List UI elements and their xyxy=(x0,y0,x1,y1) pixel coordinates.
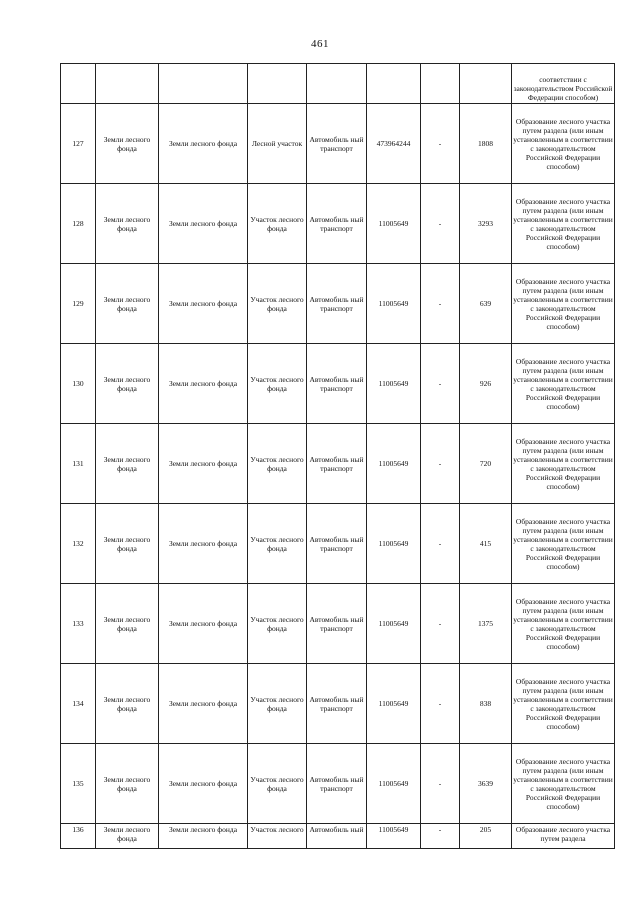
plot-kind: Участок лесного фонда xyxy=(248,264,307,344)
cadastral-number: 473964244 xyxy=(367,104,421,184)
table-body xyxy=(61,64,615,849)
formation-method: Образование лесного участка путем раздела (или иным установленным в соответствии с законодательством Российской Федерации способом) xyxy=(512,424,615,504)
table-row xyxy=(61,344,615,424)
table-row xyxy=(61,184,615,264)
area-value: 1808 xyxy=(460,104,512,184)
land-category: Земли лесного фонда xyxy=(96,104,159,184)
cadastral-number: 11005649 xyxy=(367,424,421,504)
land-purpose: Земли лесного фонда xyxy=(159,344,248,424)
area-value: 639 xyxy=(460,264,512,344)
plot-kind: Участок лесного фонда xyxy=(248,424,307,504)
area-value: 205 xyxy=(460,824,512,849)
land-purpose: Земли лесного фонда xyxy=(159,104,248,184)
land-purpose: Земли лесного фонда xyxy=(159,264,248,344)
transport-type: Автомобиль ный транспорт xyxy=(307,184,367,264)
cadastral-number: 11005649 xyxy=(367,344,421,424)
dash-cell: - xyxy=(421,744,460,824)
land-purpose xyxy=(159,64,248,104)
formation-method: Образование лесного участка путем раздела (или иным установленным в соответствии с законодательством Российской Федерации способом) xyxy=(512,104,615,184)
land-purpose: Земли лесного фонда xyxy=(159,584,248,664)
transport-type: Автомобиль ный транспорт xyxy=(307,664,367,744)
dash-cell: - xyxy=(421,824,460,849)
row-number: 133 xyxy=(61,584,96,664)
area-value: 415 xyxy=(460,504,512,584)
page-number: 461 xyxy=(311,38,329,50)
row-number: 130 xyxy=(61,344,96,424)
transport-type: Автомобиль ный транспорт xyxy=(307,424,367,504)
row-number: 131 xyxy=(61,424,96,504)
transport-type: Автомобиль ный транспорт xyxy=(307,104,367,184)
formation-method: Образование лесного участка путем раздела (или иным установленным в соответствии с законодательством Российской Федерации способом) xyxy=(512,184,615,264)
cadastral-number: 11005649 xyxy=(367,184,421,264)
cadastral-number: 11005649 xyxy=(367,664,421,744)
transport-type: Автомобиль ный xyxy=(307,824,367,849)
dash-cell: - xyxy=(421,264,460,344)
area-value xyxy=(460,64,512,104)
table-row xyxy=(61,264,615,344)
row-number: 128 xyxy=(61,184,96,264)
area-value: 1375 xyxy=(460,584,512,664)
land-plots-table xyxy=(60,63,615,849)
land-category: Земли лесного фонда xyxy=(96,664,159,744)
dash-cell: - xyxy=(421,184,460,264)
land-purpose: Земли лесного фонда xyxy=(159,504,248,584)
formation-method: Образование лесного участка путем раздела (или иным установленным в соответствии с законодательством Российской Федерации способом) xyxy=(512,264,615,344)
plot-kind: Участок лесного фонда xyxy=(248,584,307,664)
transport-type: Автомобиль ный транспорт xyxy=(307,264,367,344)
dash-cell: - xyxy=(421,424,460,504)
row-number: 132 xyxy=(61,504,96,584)
row-number: 129 xyxy=(61,264,96,344)
area-value: 838 xyxy=(460,664,512,744)
table-row xyxy=(61,664,615,744)
table-row xyxy=(61,424,615,504)
plot-kind: Участок лесного xyxy=(248,824,307,849)
transport-type: Автомобиль ный транспорт xyxy=(307,504,367,584)
land-category: Земли лесного фонда xyxy=(96,264,159,344)
plot-kind: Участок лесного фонда xyxy=(248,504,307,584)
table-row-continued xyxy=(61,64,615,104)
dash-cell: - xyxy=(421,344,460,424)
land-category xyxy=(96,64,159,104)
plot-kind: Участок лесного фонда xyxy=(248,184,307,264)
land-category: Земли лесного фонда xyxy=(96,344,159,424)
dash-cell: - xyxy=(421,104,460,184)
row-number: 136 xyxy=(61,824,96,849)
formation-method: соответствии с законодательством Российской Федерации способом) xyxy=(512,64,615,104)
area-value: 3639 xyxy=(460,744,512,824)
cadastral-number: 11005649 xyxy=(367,584,421,664)
dash-cell xyxy=(421,64,460,104)
plot-kind: Лесной участок xyxy=(248,104,307,184)
formation-method: Образование лесного участка путем раздела (или иным установленным в соответствии с законодательством Российской Федерации способом) xyxy=(512,504,615,584)
land-category: Земли лесного фонда xyxy=(96,184,159,264)
area-value: 926 xyxy=(460,344,512,424)
formation-method: Образование лесного участка путем раздела (или иным установленным в соответствии с законодательством Российской Федерации способом) xyxy=(512,344,615,424)
cadastral-number xyxy=(367,64,421,104)
row-number: 127 xyxy=(61,104,96,184)
plot-kind: Участок лесного фонда xyxy=(248,664,307,744)
row-number: 134 xyxy=(61,664,96,744)
plot-kind xyxy=(248,64,307,104)
table-row xyxy=(61,584,615,664)
land-purpose: Земли лесного фонда xyxy=(159,424,248,504)
land-purpose: Земли лесного фонда xyxy=(159,824,248,849)
row-number xyxy=(61,64,96,104)
cadastral-number: 11005649 xyxy=(367,744,421,824)
formation-method: Образование лесного участка путем раздела (или иным установленным в соответствии с законодательством Российской Федерации способом) xyxy=(512,584,615,664)
formation-method: Образование лесного участка путем раздела xyxy=(512,824,615,849)
dash-cell: - xyxy=(421,664,460,744)
row-number: 135 xyxy=(61,744,96,824)
area-value: 3293 xyxy=(460,184,512,264)
land-purpose: Земли лесного фонда xyxy=(159,744,248,824)
formation-method: Образование лесного участка путем раздела (или иным установленным в соответствии с законодательством Российской Федерации способом) xyxy=(512,744,615,824)
land-category: Земли лесного фонда xyxy=(96,504,159,584)
dash-cell: - xyxy=(421,584,460,664)
plot-kind: Участок лесного фонда xyxy=(248,344,307,424)
table-row xyxy=(61,744,615,824)
land-category: Земли лесного фонда xyxy=(96,424,159,504)
transport-type: Автомобиль ный транспорт xyxy=(307,744,367,824)
transport-type xyxy=(307,64,367,104)
table-row xyxy=(61,504,615,584)
plot-kind: Участок лесного фонда xyxy=(248,744,307,824)
dash-cell: - xyxy=(421,504,460,584)
land-category: Земли лесного фонда xyxy=(96,744,159,824)
formation-method: Образование лесного участка путем раздела (или иным установленным в соответствии с законодательством Российской Федерации способом) xyxy=(512,664,615,744)
cadastral-number: 11005649 xyxy=(367,264,421,344)
transport-type: Автомобиль ный транспорт xyxy=(307,344,367,424)
cadastral-number: 11005649 xyxy=(367,504,421,584)
transport-type: Автомобиль ный транспорт xyxy=(307,584,367,664)
table-row xyxy=(61,104,615,184)
land-purpose: Земли лесного фонда xyxy=(159,664,248,744)
cadastral-number: 11005649 xyxy=(367,824,421,849)
land-category: Земли лесного фонда xyxy=(96,584,159,664)
land-purpose: Земли лесного фонда xyxy=(159,184,248,264)
area-value: 720 xyxy=(460,424,512,504)
table-row xyxy=(61,824,615,849)
land-category: Земли лесного фонда xyxy=(96,824,159,849)
